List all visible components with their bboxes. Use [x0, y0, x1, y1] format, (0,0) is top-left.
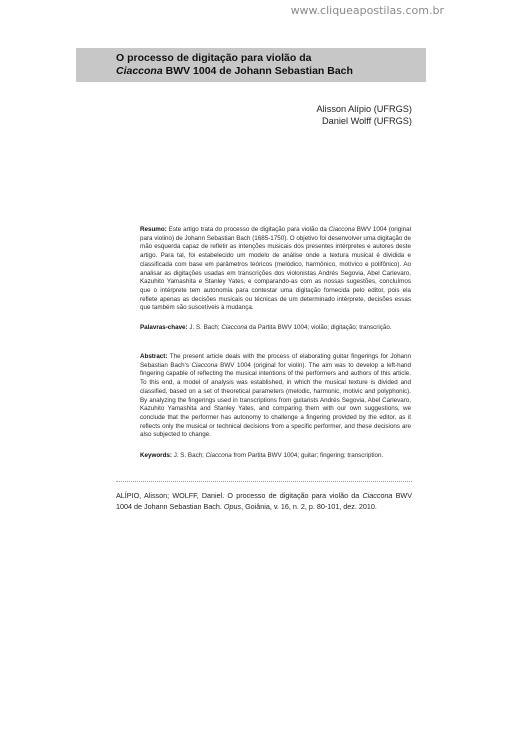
resumo-italic: Ciaccona: [328, 226, 355, 233]
citation-text-1: ALÍPIO, Alisson; WOLFF, Daniel. O processo de digitação para violão da: [116, 491, 363, 500]
keywords-text-2: from Partita BWV 1004; guitar; fingering; transcription.: [231, 452, 384, 459]
palavras-chave-label: Palavras-chave:: [140, 324, 188, 331]
abstract-text-1: The present article deals with the process of elaborating guitar fingerings for Johann Sebastian Bach's: [140, 353, 411, 369]
author-list: [212, 103, 412, 127]
article-title: [116, 52, 416, 78]
citation-text-3: , Goiânia, v. 16, n. 2, p. 80-101, dez. 2010.: [241, 501, 377, 511]
keywords-paragraph: [140, 452, 411, 461]
citation-italic-journal: Opus: [223, 501, 242, 511]
citation-italic-work: Ciaccona: [362, 491, 393, 500]
resumo-paragraph: [140, 226, 411, 313]
source-watermark: www.cliqueapostilas.com.br: [290, 4, 444, 17]
palavras-chave-italic: Ciaccona: [221, 324, 248, 331]
title-line-2-rest: BWV 1004 de Johann Sebastian Bach: [162, 65, 353, 77]
palavras-chave-paragraph: [140, 324, 411, 333]
title-line-1: O processo de digitação para violão da: [116, 52, 312, 64]
keywords-text-1: J. S. Bach;: [171, 452, 206, 459]
citation-paragraph: [116, 491, 412, 512]
title-italic-work: Ciaccona: [116, 65, 163, 77]
palavras-chave-text-1: J. S. Bach;: [187, 324, 222, 331]
abstract-italic: Ciaccona: [191, 361, 218, 369]
citation-text-2: BWV 1004 de Johann Sebastian Bach.: [116, 491, 413, 511]
abstract-paragraph: [140, 353, 411, 440]
resumo-label: Resumo:: [140, 226, 167, 233]
dotted-divider: [116, 481, 412, 482]
resumo-text-2: BWV 1004 (original para violino) de Johann Sebastian Bach (1685-1750). O objetivo foi desenvolver uma digitação de mão esquerda capaz de refletir as intenções musicais dos presentes intérpretes e autores deste artigo. Para tal, foi estabelecido um modelo de análise onde a textura musical é dividida e classificada com base em parâmetros teóricos (melódico, harmônico, motívico e polifônico). Ao analisar as digitações usadas em transcrições dos violonistas Andrés Segovia, Abel Carlevaro, Kazuhito Yamashita e Stanley Yates, e comparando-as com as nossas sugestões, concluímos que o intérprete tem autonomia para contestar uma digitação fornecida pelo editor, pois ela reflete apenas as decisões musicais ou técnicas de um determinado intérprete, decisões essas que também são suscetíveis à mudança.: [140, 226, 412, 312]
palavras-chave-text-2: da Partita BWV 1004; violão; digitação; transcrição.: [247, 324, 392, 331]
author-1: Alisson Alípio (UFRGS): [316, 104, 412, 114]
author-2: Daniel Wolff (UFRGS): [321, 116, 412, 126]
abstract-text-2: BWV 1004 (original for violin). The aim was to develop a left-hand fingering capable of reflecting the musical intentions of the performers and authors of this article. To this end, a model of analysis was established, in which the musical texture is divided and classified, based on a set of theoretical parameters (melodic, harmonic, motivic and polyphonic). By analyzing the fingerings used in transcriptions from guitarists Andrés Segovia, Abel Carlevaro, Kazuhito Yamashita and Stanley Yates, and comparing them with our own suggestions, we conclude that the performer has autonomy to challenge a fingering provided by the editor, as it reflects only the musical or technical decisions from a specific performer, and these decisions are also subjected to change.: [140, 361, 412, 439]
abstract-label: Abstract:: [140, 353, 168, 360]
keywords-italic: Ciaccona: [205, 452, 232, 459]
resumo-text-1: Este artigo trata do processo de digitação para violão da: [166, 226, 329, 233]
keywords-label: Keywords:: [140, 452, 172, 459]
